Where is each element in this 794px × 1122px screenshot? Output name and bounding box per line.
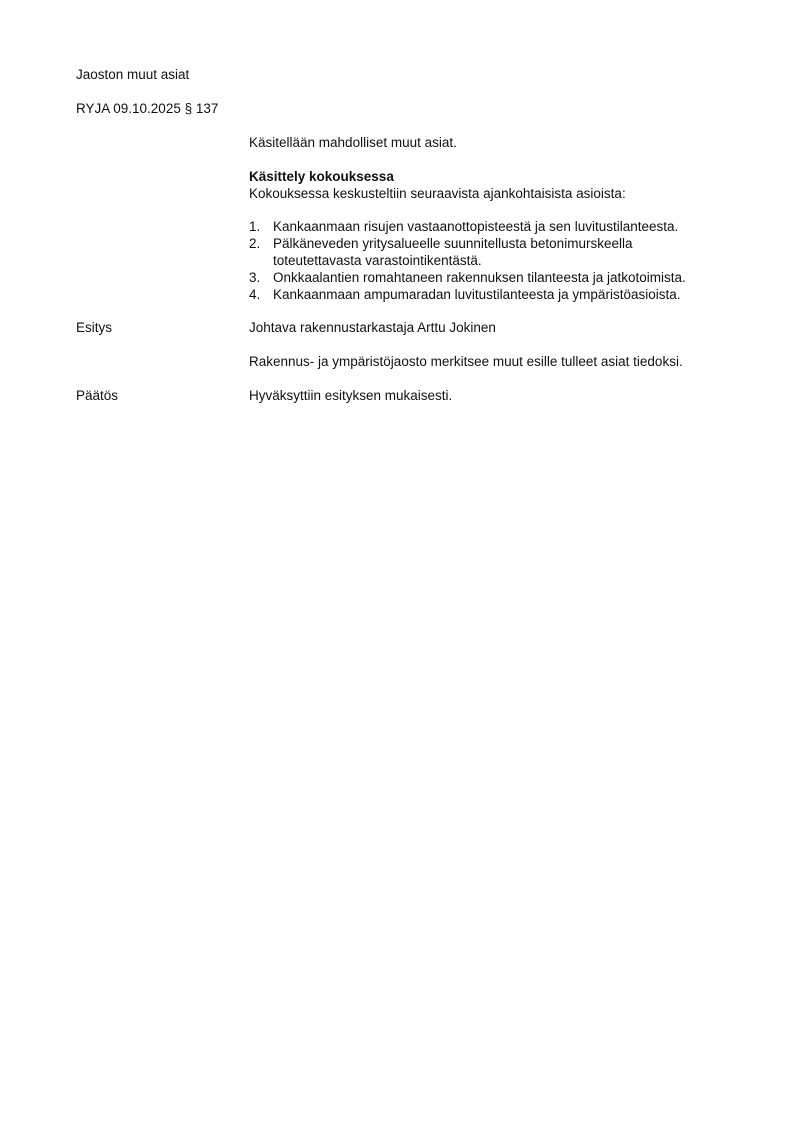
list-item (249, 235, 739, 269)
list-item-text: Onkkaalantien romahtaneen rakennuksen tilanteesta ja jatkotoimista. (273, 270, 686, 285)
list-item-text: Kankaanmaan ampumaradan luvitustilanteesta ja ympäristöasioista. (273, 287, 681, 302)
list-item (249, 218, 739, 235)
proposal-text-block (249, 353, 739, 370)
discussion-heading: Käsittely kokouksessa (249, 169, 394, 184)
decision-text: Hyväksyttiin esityksen mukaisesti. (249, 388, 453, 403)
proposal-presenter: Johtava rakennustarkastaja Arttu Jokinen (249, 320, 496, 335)
list-item-number: 4. (249, 287, 261, 302)
discussion-list-block (249, 218, 739, 303)
decision-label: Päätös (76, 388, 119, 403)
proposal-label: Esitys (76, 320, 113, 335)
discussion-list (249, 218, 739, 303)
proposal-block (249, 319, 739, 336)
list-item-text: Pälkäneveden yritysalueelle suunnitellusta betonimurskeella toteutettavasta varastointikentästä. (273, 236, 633, 268)
intro-text: Käsitellään mahdolliset muut asiat. (249, 135, 457, 150)
decision-block (249, 387, 739, 404)
intro-block (249, 134, 739, 151)
list-item (249, 286, 739, 303)
list-item-number: 3. (249, 270, 261, 285)
list-item-number: 1. (249, 219, 261, 234)
proposal-text: Rakennus- ja ympäristöjaosto merkitsee muut esille tulleet asiat tiedoksi. (249, 354, 683, 369)
list-item-number: 2. (249, 236, 261, 251)
discussion-block (249, 168, 739, 202)
list-item-text: Kankaanmaan risujen vastaanottopisteestä ja sen luvitustilanteesta. (273, 219, 679, 234)
section-title: Jaoston muut asiat (76, 67, 190, 82)
meeting-reference: RYJA 09.10.2025 § 137 (76, 101, 219, 116)
list-item (249, 269, 739, 286)
discussion-intro: Kokouksessa keskusteltiin seuraavista ajankohtaisista asioista: (249, 186, 626, 201)
